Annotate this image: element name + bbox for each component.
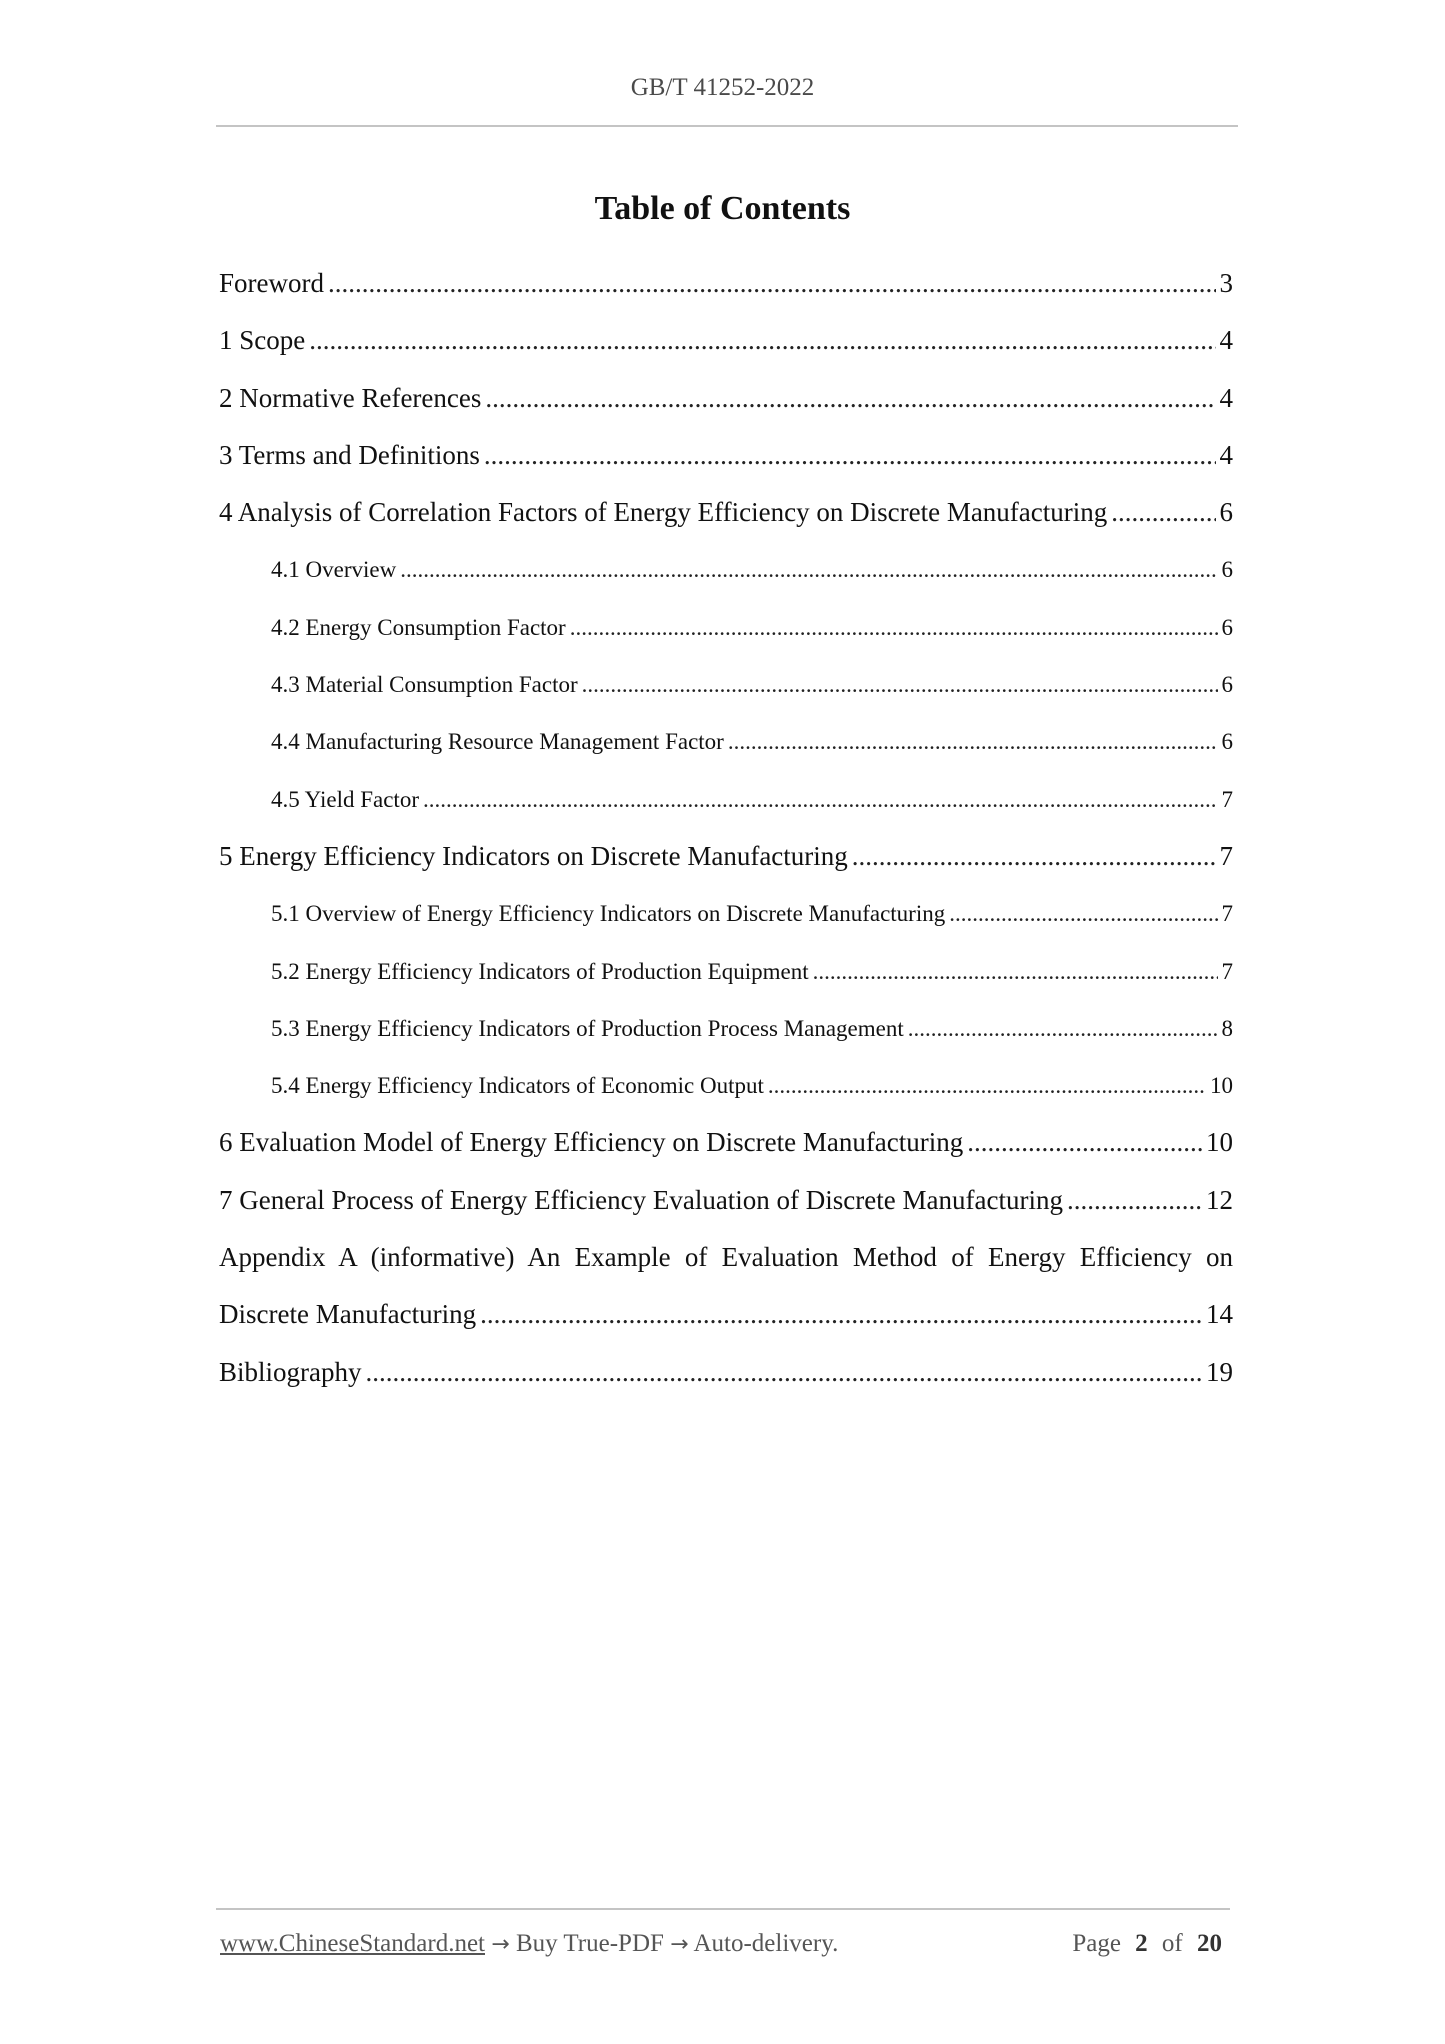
- toc-entry-label: 5.2 Energy Efficiency Indicators of Production Equipment: [271, 958, 809, 984]
- toc-entry-5-3[interactable]: [219, 1000, 1233, 1057]
- toc-entry-4-5[interactable]: [219, 771, 1233, 828]
- toc-entry-page: 19: [1206, 1356, 1233, 1387]
- site-link[interactable]: www.ChineseStandard.net: [220, 1930, 485, 1957]
- toc-entry-5-2[interactable]: [219, 943, 1233, 1000]
- toc-entry-label: 6 Evaluation Model of Energy Efficiency on Discrete Manufacturing: [219, 1127, 964, 1158]
- toc-leader-dots: [728, 713, 1218, 770]
- toc-entry-label: 5.1 Overview of Energy Efficiency Indicators on Discrete Manufacturing: [271, 901, 946, 927]
- toc-entry-4-3[interactable]: [219, 656, 1233, 713]
- toc-leader-dots: [366, 1344, 1203, 1401]
- toc-leader-dots: [1067, 1172, 1202, 1229]
- toc-entry-label: Foreword: [219, 268, 324, 298]
- footer-promo: [220, 1930, 838, 1958]
- toc-entry-bibliography[interactable]: [219, 1344, 1233, 1401]
- toc-entry-page: 6: [1219, 497, 1233, 528]
- toc-entry-label: 7 General Process of Energy Efficiency Evaluation of Discrete Manufacturing: [219, 1184, 1063, 1215]
- toc-entry-page: 7: [1221, 901, 1233, 927]
- page-total: 20: [1197, 1930, 1222, 1957]
- header-divider: [216, 125, 1238, 127]
- toc-entry-appendix-a[interactable]: [219, 1229, 1233, 1344]
- toc-leader-dots: [400, 541, 1217, 598]
- toc-entry-section-4[interactable]: [219, 484, 1233, 541]
- table-of-contents: [219, 255, 1233, 1401]
- toc-entry-page: 4: [1219, 382, 1233, 413]
- toc-leader-dots: [852, 828, 1216, 885]
- toc-entry-section-6[interactable]: [219, 1114, 1233, 1171]
- toc-entry-appendix-line2: [219, 1286, 1233, 1343]
- toc-leader-dots: [908, 1000, 1218, 1057]
- toc-entry-5-1[interactable]: [219, 885, 1233, 942]
- toc-leader-dots: [423, 771, 1218, 828]
- toc-entry-label: 4.1 Overview: [271, 557, 397, 583]
- toc-leader-dots: [949, 885, 1217, 942]
- page-word: Page: [1072, 1930, 1121, 1957]
- toc-leader-dots: [480, 1286, 1202, 1343]
- toc-entry-section-7[interactable]: [219, 1172, 1233, 1229]
- toc-entry-page: 7: [1221, 958, 1233, 984]
- toc-entry-label: 4.2 Energy Consumption Factor: [271, 614, 566, 640]
- toc-entry-normative-references[interactable]: [219, 370, 1233, 427]
- toc-entry-label: 5.4 Energy Efficiency Indicators of Economic Output: [271, 1073, 764, 1099]
- toc-leader-dots: [768, 1057, 1206, 1114]
- toc-leader-dots: [813, 943, 1218, 1000]
- toc-entry-page: 4: [1219, 439, 1233, 470]
- toc-entry-page: 6: [1221, 672, 1233, 698]
- toc-entry-page: 8: [1221, 1015, 1233, 1041]
- delivery-text: Auto-delivery.: [693, 1930, 839, 1957]
- page-number: 2: [1135, 1930, 1148, 1957]
- toc-entry-label: 4 Analysis of Correlation Factors of Energy Efficiency on Discrete Manufacturing: [219, 497, 1108, 528]
- toc-entry-label: 4.5 Yield Factor: [271, 786, 419, 812]
- document-code: GB/T 41252-2022: [630, 74, 815, 101]
- toc-entry-label: 1 Scope: [219, 325, 306, 356]
- arrow-right-icon: →: [670, 1932, 689, 1957]
- toc-leader-dots: [485, 370, 1215, 427]
- toc-entry-page: 14: [1206, 1299, 1233, 1330]
- toc-entry-label-line1: Appendix A (informative) An Example of Evaluation Method of Energy Efficiency on: [219, 1242, 1233, 1273]
- toc-entry-page: 6: [1221, 729, 1233, 755]
- toc-entry-label: 2 Normative References: [219, 382, 482, 413]
- toc-title: Table of Contents: [594, 190, 851, 227]
- toc-leader-dots: [309, 312, 1215, 369]
- toc-leader-dots: [1111, 484, 1215, 541]
- toc-entry-page: 12: [1206, 1184, 1233, 1215]
- toc-leader-dots: [570, 599, 1218, 656]
- of-word: of: [1161, 1930, 1183, 1957]
- toc-entry-label: 5.3 Energy Efficiency Indicators of Production Process Management: [271, 1015, 904, 1041]
- toc-entry-label: 4.3 Material Consumption Factor: [271, 672, 578, 698]
- toc-entry-page: 6: [1221, 557, 1233, 583]
- toc-entry-foreword[interactable]: [219, 255, 1233, 312]
- toc-entry-4-4[interactable]: [219, 713, 1233, 770]
- toc-entry-page: 7: [1221, 786, 1233, 812]
- toc-entry-label: Bibliography: [219, 1356, 362, 1387]
- toc-entry-terms-definitions[interactable]: [219, 427, 1233, 484]
- toc-entry-5-4[interactable]: [219, 1057, 1233, 1114]
- toc-entry-scope[interactable]: [219, 312, 1233, 369]
- toc-leader-dots: [967, 1114, 1202, 1171]
- toc-entry-page: 7: [1219, 840, 1233, 871]
- toc-entry-page: 10: [1210, 1073, 1233, 1099]
- toc-entry-page: 3: [1219, 268, 1233, 298]
- toc-entry-page: 4: [1219, 325, 1233, 356]
- toc-leader-dots: [328, 255, 1216, 312]
- toc-entry-page: 10: [1206, 1127, 1233, 1158]
- toc-entry-page: 6: [1221, 614, 1233, 640]
- arrow-right-icon: →: [491, 1932, 510, 1957]
- toc-entry-section-5[interactable]: [219, 828, 1233, 885]
- toc-entry-4-1[interactable]: [219, 541, 1233, 598]
- buy-text: Buy True-PDF: [515, 1930, 664, 1957]
- toc-entry-label: 3 Terms and Definitions: [219, 439, 480, 470]
- toc-entry-4-2[interactable]: [219, 599, 1233, 656]
- toc-entry-label: Discrete Manufacturing: [219, 1299, 477, 1330]
- toc-leader-dots: [484, 427, 1216, 484]
- page-indicator: [1072, 1930, 1230, 1958]
- toc-entry-label: 4.4 Manufacturing Resource Management Factor: [271, 729, 724, 755]
- toc-leader-dots: [582, 656, 1218, 713]
- footer-divider: [216, 1908, 1230, 1910]
- toc-entry-label: 5 Energy Efficiency Indicators on Discrete Manufacturing: [219, 840, 848, 871]
